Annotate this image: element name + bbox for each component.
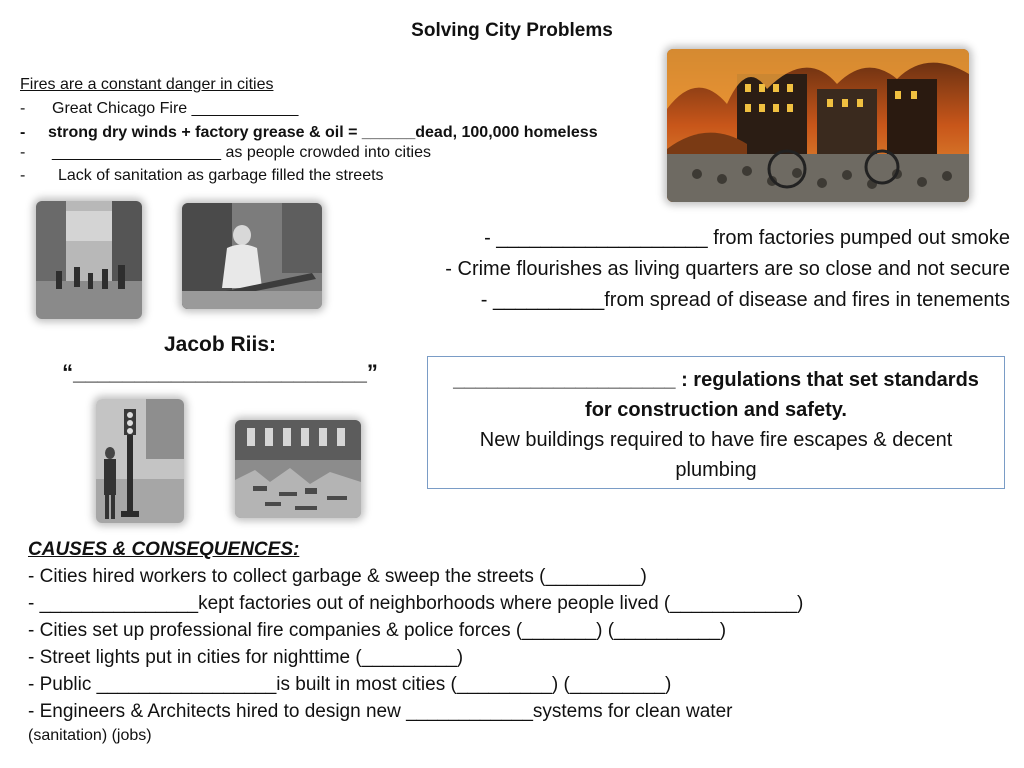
chicago-fire-illustration <box>667 49 969 202</box>
right-list-item-2: - Crime flourishes as living quarters are so close and not secure <box>445 258 1010 280</box>
building-codes-box <box>427 356 1005 489</box>
right-list-item-1: - ___________________ from factories pumped out smoke <box>484 227 1010 249</box>
causes-item-4: - Street lights put in cities for nighttime (_________) <box>28 647 464 668</box>
street-light-photo <box>96 399 184 523</box>
fires-bullet-4-text: Lack of sanitation as garbage filled the streets <box>58 167 384 184</box>
fires-bullet-1: - Great Chicago Fire ____________ <box>20 100 299 117</box>
causes-item-2: - _______________kept factories out of neighborhoods where people lived (____________) <box>28 593 804 614</box>
fires-bullet-3-text: ___________________ as people crowded into cities <box>52 144 431 161</box>
building-codes-requirement: New buildings required to have fire escapes & decent plumbing <box>479 429 953 481</box>
causes-item-1: - Cities hired workers to collect garbage & sweep the streets (_________) <box>28 566 647 587</box>
fires-bullet-3: - ___________________ as people crowded into cities <box>20 144 431 161</box>
tenement-children-photo <box>182 203 322 309</box>
causes-heading: CAUSES & CONSEQUENCES: <box>28 539 300 560</box>
crowded-street-photo <box>36 201 142 319</box>
fires-bullet-1-text: Great Chicago Fire ____________ <box>52 100 299 117</box>
right-list-item-3: - __________from spread of disease and fires in tenements <box>480 289 1010 311</box>
page-title: Solving City Problems <box>411 20 613 41</box>
fires-bullet-4: - Lack of sanitation as garbage filled the streets <box>20 167 384 184</box>
causes-item-3: - Cities set up professional fire companies & police forces (_______) (__________) <box>28 620 727 641</box>
building-codes-definition: ____________________ : regulations that set standards for construction and safety. <box>453 369 979 421</box>
riis-name: Jacob Riis: <box>163 333 277 356</box>
causes-section <box>28 536 1018 747</box>
causes-tail: (sanitation) (jobs) <box>28 727 152 744</box>
causes-item-5: - Public _________________is built in most cities (_________) (_________) <box>28 674 672 695</box>
fires-heading: Fires are a constant danger in cities <box>20 76 274 93</box>
fires-bullet-2: - strong dry winds + factory grease & oil = ______dead, 100,000 homeless <box>20 124 598 141</box>
fires-bullet-2-text: strong dry winds + factory grease & oil = ______dead, 100,000 homeless <box>48 124 598 141</box>
causes-item-6: - Engineers & Architects hired to design new ____________systems for clean water <box>28 701 733 722</box>
riis-quote: “________________________” <box>62 360 378 385</box>
ruins-photo <box>235 420 361 518</box>
